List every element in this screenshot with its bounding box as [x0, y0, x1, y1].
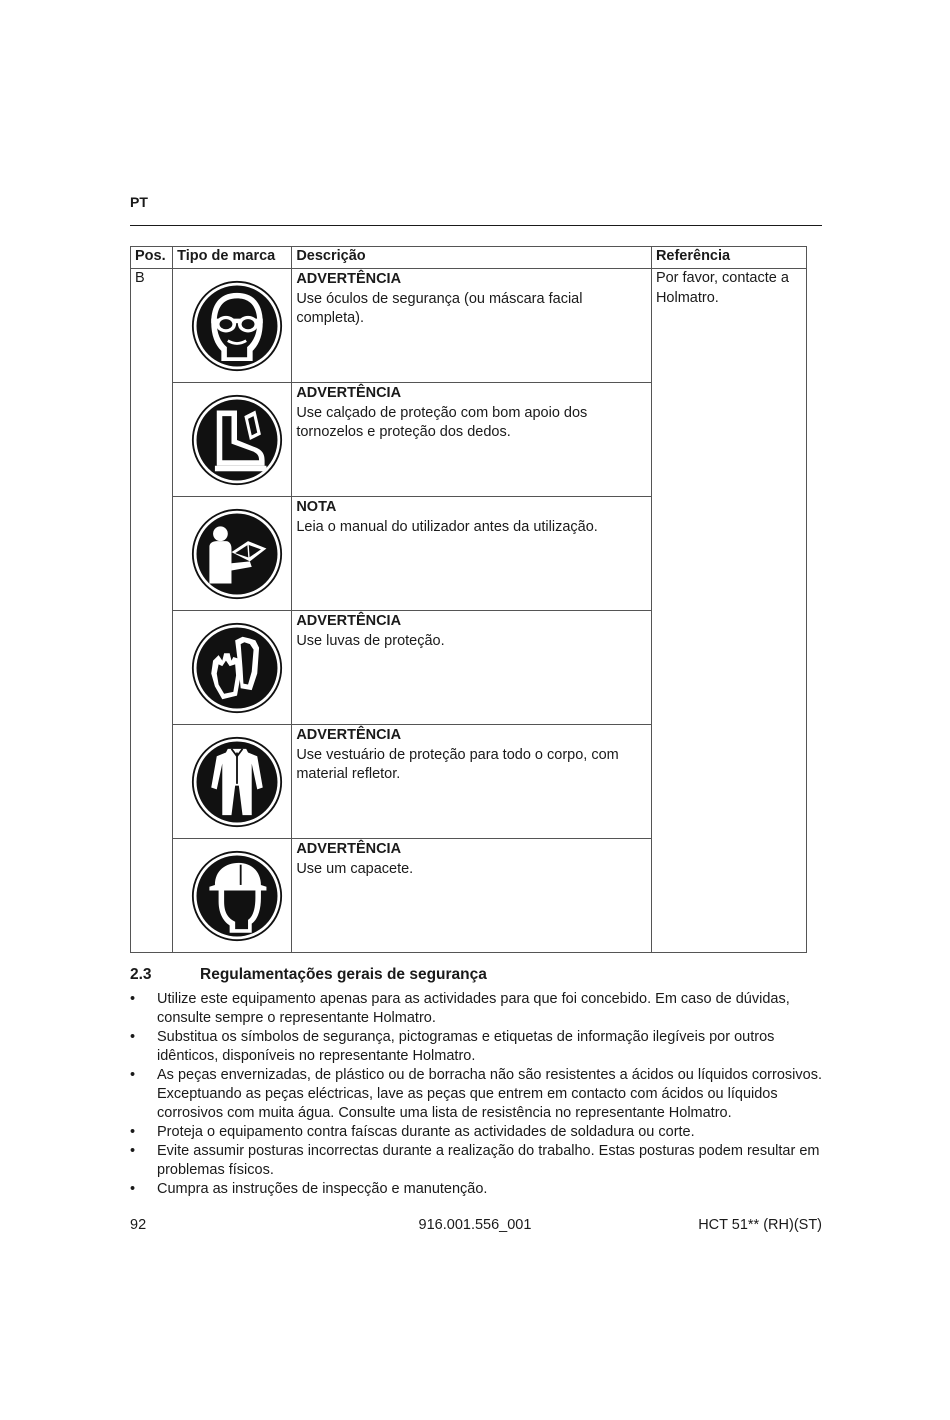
- protective-clothing-icon: [191, 736, 283, 828]
- mark-type-cell: [173, 839, 292, 953]
- column-header: Tipo de marca: [173, 247, 292, 269]
- language-code: PT: [130, 194, 148, 210]
- list-item: • As peças envernizadas, de plástico ou de borracha não são resistentes a ácidos ou líquidos corrosivos. Exceptuando as peças eléctricas, lave as peças que entrem em contacto com ácidos ou líquidos corrosivos com muita água. Consulte uma lista de resistência no representante Holmatro.: [130, 1067, 822, 1121]
- mark-title: ADVERTÊNCIA: [296, 385, 402, 401]
- column-header: Referência: [651, 247, 806, 269]
- list-item: • Evite assumir posturas incorrectas durante a realização do trabalho. Estas posturas podem resultar em problemas físicos.: [130, 1143, 820, 1178]
- section-title: Regulamentações gerais de segurança: [200, 966, 487, 983]
- mark-text: Use luvas de proteção.: [296, 632, 445, 649]
- list-item: • Proteja o equipamento contra faíscas durante as actividades de soldadura ou corte.: [130, 1124, 695, 1140]
- bullet: •: [130, 1143, 136, 1159]
- bullet: •: [130, 1067, 136, 1083]
- page-number: 92: [130, 1217, 147, 1233]
- table-row: [131, 269, 807, 383]
- section-heading: [130, 966, 822, 984]
- protective-gloves-icon: [191, 622, 283, 714]
- read-manual-icon: [191, 508, 283, 600]
- safety-boots-icon: [191, 394, 283, 486]
- safety-goggles-icon: [191, 280, 283, 372]
- mark-title: ADVERTÊNCIA: [296, 271, 402, 287]
- mark-title: NOTA: [296, 499, 337, 515]
- bullet: •: [130, 1124, 136, 1140]
- section-number: 2.3: [130, 966, 152, 983]
- mark-text: Use óculos de segurança (ou máscara facial completa).: [296, 290, 583, 326]
- safety-marks-table: [130, 246, 807, 953]
- description-cell: [292, 497, 652, 611]
- list-item: • Utilize este equipamento apenas para as actividades para que foi concebido. Em caso de dúvidas, consulte sempre o representante Holmatro.: [130, 991, 790, 1026]
- bullet: •: [130, 991, 136, 1007]
- mark-text: Use calçado de proteção com bom apoio dos tornozelos e proteção dos dedos.: [296, 404, 588, 440]
- mark-type-cell: [173, 269, 292, 383]
- mark-title: ADVERTÊNCIA: [296, 841, 402, 857]
- mark-type-cell: [173, 725, 292, 839]
- mark-text: Use vestuário de proteção para todo o corpo, com material refletor.: [296, 746, 619, 782]
- table-header-row: [131, 247, 807, 269]
- mark-title: ADVERTÊNCIA: [296, 613, 402, 629]
- description-cell: [292, 383, 652, 497]
- mark-text: Leia o manual do utilizador antes da utilização.: [296, 518, 598, 535]
- description-cell: [292, 839, 652, 953]
- position-cell: B: [131, 269, 173, 953]
- mark-type-cell: [173, 383, 292, 497]
- safety-rules-list: [130, 990, 830, 1199]
- model-name: HCT 51** (RH)(ST): [698, 1217, 822, 1233]
- mark-title: ADVERTÊNCIA: [296, 727, 402, 743]
- description-cell: [292, 725, 652, 839]
- list-item: • Cumpra as instruções de inspecção e manutenção.: [130, 1181, 488, 1197]
- mark-type-cell: [173, 611, 292, 725]
- bullet: •: [130, 1029, 136, 1045]
- bullet: •: [130, 1181, 136, 1197]
- list-item: • Substitua os símbolos de segurança, pictogramas e etiquetas de informação ilegíveis por outros idênticos, disponíveis no representante Holmatro.: [130, 1029, 775, 1064]
- description-cell: [292, 269, 652, 383]
- reference-cell: Por favor, contacte a Holmatro.: [651, 269, 806, 953]
- column-header: Descrição: [292, 247, 652, 269]
- column-header: Pos.: [131, 247, 173, 269]
- mark-text: Use um capacete.: [296, 860, 414, 877]
- header-rule: [130, 225, 822, 226]
- document-number: 916.001.556_001: [418, 1217, 532, 1233]
- description-cell: [292, 611, 652, 725]
- mark-type-cell: [173, 497, 292, 611]
- hard-hat-icon: [191, 850, 283, 942]
